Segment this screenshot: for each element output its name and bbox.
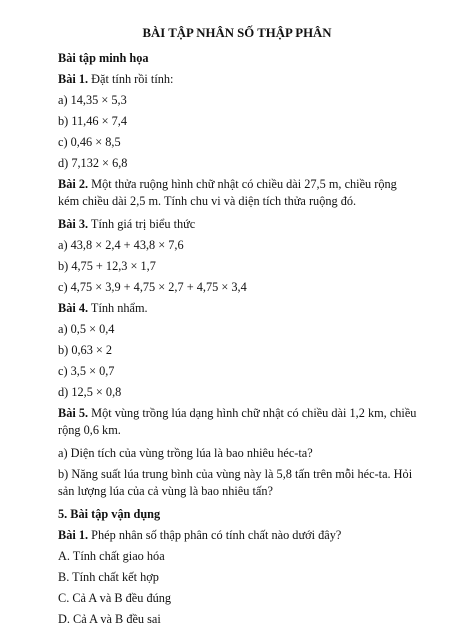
exercise-5-part-b: b) Năng suất lúa trung bình của vùng này là 5,8 tấn trên mỗi héc-ta. Hỏi sản lượng lúa của cả vùng là bao nhiêu tấn? bbox=[58, 467, 413, 498]
list-item: c) 3,5 × 0,7 bbox=[58, 364, 115, 378]
list-item: a) 43,8 × 2,4 + 43,8 × 7,6 bbox=[58, 238, 184, 252]
exercise-1: Bài 1. Đặt tính rồi tính: bbox=[58, 72, 174, 86]
exercise-2: Bài 2. Một thửa ruộng hình chữ nhật có chiều dài 27,5 m, chiều rộng kém chiều dài 2,5 m. Tính chu vi và diện tích thửa ruộng đó. bbox=[58, 177, 397, 208]
applied-exercise-1: Bài 1. Phép nhân số thập phân có tính chất nào dưới đây? bbox=[58, 528, 342, 542]
list-item: b) 0,63 × 2 bbox=[58, 343, 113, 357]
option-c: C. Cả A và B đều đúng bbox=[58, 591, 172, 605]
page-title: BÀI TẬP NHÂN SỐ THẬP PHÂN bbox=[142, 26, 332, 40]
section-heading: 5. Bài tập vận dụng bbox=[58, 507, 161, 521]
list-item: a) 0,5 × 0,4 bbox=[58, 322, 115, 336]
option-d: D. Cả A và B đều sai bbox=[58, 612, 161, 626]
list-item: d) 7,132 × 6,8 bbox=[58, 156, 128, 170]
list-item: d) 12,5 × 0,8 bbox=[58, 385, 122, 399]
list-item: c) 4,75 × 3,9 + 4,75 × 2,7 + 4,75 × 3,4 bbox=[58, 280, 247, 294]
section-heading: Bài tập minh họa bbox=[58, 51, 149, 65]
exercise-3: Bài 3. Tính giá trị biểu thức bbox=[58, 217, 196, 231]
option-a: A. Tính chất giao hóa bbox=[58, 549, 165, 563]
exercise-5-part-a: a) Diện tích của vùng trồng lúa là bao nhiêu héc-ta? bbox=[58, 446, 313, 460]
list-item: b) 4,75 + 12,3 × 1,7 bbox=[58, 259, 156, 273]
list-item: a) 14,35 × 5,3 bbox=[58, 93, 127, 107]
exercise-4: Bài 4. Tính nhẩm. bbox=[58, 301, 148, 315]
exercise-5: Bài 5. Một vùng trồng lúa dạng hình chữ nhật có chiều dài 1,2 km, chiều rộng 0,6 km. bbox=[58, 406, 417, 437]
list-item: c) 0,46 × 8,5 bbox=[58, 135, 121, 149]
list-item: b) 11,46 × 7,4 bbox=[58, 114, 127, 128]
option-b: B. Tính chất kết hợp bbox=[58, 570, 159, 584]
